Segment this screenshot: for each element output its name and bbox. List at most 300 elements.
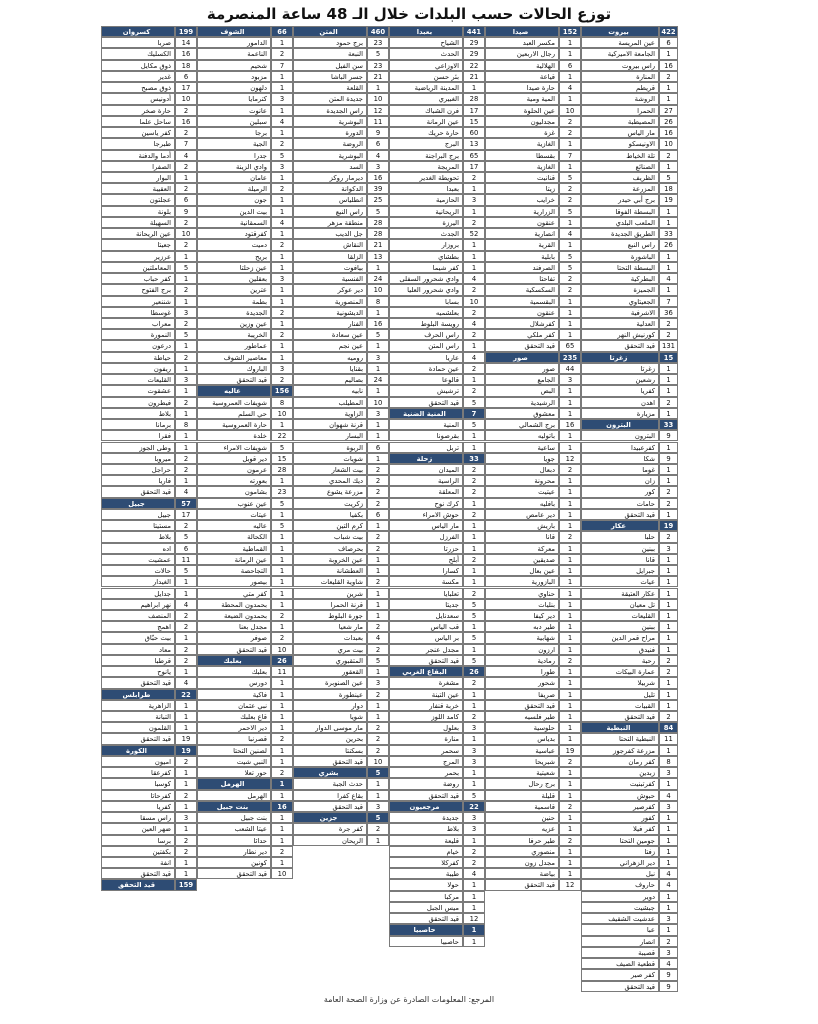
town-name: قليعة <box>389 835 463 846</box>
town-name: سحمر <box>389 745 463 756</box>
case-count: 1 <box>559 722 581 733</box>
town-name: كترمايا <box>197 93 271 104</box>
case-count: 2 <box>175 161 197 172</box>
case-count: 1 <box>175 857 197 868</box>
case-count: 2 <box>271 48 293 59</box>
town-name: زفتا <box>581 846 659 857</box>
town-name: تل معيان <box>581 599 659 610</box>
case-count: 2 <box>367 475 389 486</box>
district-header-count: 33 <box>659 419 678 430</box>
case-count: 5 <box>463 790 485 801</box>
case-count: 1 <box>559 71 581 82</box>
case-count: 5 <box>271 150 293 161</box>
town-name: جبيل <box>101 509 175 520</box>
case-count: 5 <box>463 599 485 610</box>
case-count: 1 <box>271 127 293 138</box>
town-name: المنارة <box>581 71 659 82</box>
town-name: عين الرمانة <box>197 554 271 565</box>
case-count: 1 <box>367 419 389 430</box>
case-count: 2 <box>367 621 389 632</box>
case-count: 2 <box>463 509 485 520</box>
case-count: 1 <box>659 284 678 295</box>
case-count: 2 <box>463 217 485 228</box>
case-count: 1 <box>463 498 485 509</box>
case-count: 29 <box>463 48 485 59</box>
case-count: 2 <box>559 116 581 127</box>
case-count: 1 <box>271 251 293 262</box>
district-header-name: كسروان <box>101 26 175 37</box>
district-header-name: المنية الضنية <box>389 408 463 419</box>
case-count: 1 <box>271 812 293 823</box>
town-name: شهابية <box>485 632 559 643</box>
town-name: مجدل بعنا <box>197 621 271 632</box>
town-name: بعبدات <box>293 632 367 643</box>
case-count: 16 <box>175 116 197 127</box>
town-name: زيتا <box>485 183 559 194</box>
town-name: عبا <box>581 924 659 935</box>
district-header-count: 16 <box>271 801 293 812</box>
case-count: 1 <box>559 610 581 621</box>
town-name: قيد التحقق <box>101 486 175 497</box>
town-name: دير الاحمر <box>197 722 271 733</box>
case-count: 1 <box>559 576 581 587</box>
case-count: 1 <box>367 835 389 846</box>
case-count: 5 <box>367 329 389 340</box>
town-name: التبانة <box>101 711 175 722</box>
case-count: 1 <box>559 554 581 565</box>
town-name: عين الخروبة <box>293 554 367 565</box>
case-count: 1 <box>463 644 485 655</box>
town-name: ضهر العين <box>101 823 175 834</box>
town-name: حارة صخر <box>101 105 175 116</box>
case-count: 9 <box>367 127 389 138</box>
case-count: 4 <box>463 318 485 329</box>
district-header-count: 15 <box>659 352 678 363</box>
case-count: 2 <box>559 801 581 812</box>
case-count: 1 <box>463 879 485 890</box>
town-name: عباسية <box>485 745 559 756</box>
case-count: 2 <box>463 172 485 183</box>
town-name: عين الصنوبرة <box>293 677 367 688</box>
town-name: مزرعة يشوع <box>293 486 367 497</box>
case-count: 1 <box>659 576 678 587</box>
case-count: 2 <box>659 666 678 677</box>
district-header-name: الهرمل <box>197 778 271 789</box>
case-count: 5 <box>659 172 678 183</box>
town-name: جديتا <box>389 599 463 610</box>
town-name: جدايل <box>101 588 175 599</box>
town-name: معاد <box>101 644 175 655</box>
case-count: 4 <box>463 273 485 284</box>
case-count: 1 <box>175 442 197 453</box>
town-name: الجديدة <box>197 307 271 318</box>
case-count: 1 <box>271 711 293 722</box>
town-name: عين الرمانة <box>389 116 463 127</box>
town-name: دير عامص <box>485 509 559 520</box>
town-name: شويفات الامراء <box>197 442 271 453</box>
district-header-name: قيد التحقق <box>101 879 175 890</box>
town-name: قيد التحقق <box>389 913 463 924</box>
case-count: 2 <box>463 329 485 340</box>
town-name: مراح قمر الدين <box>581 632 659 643</box>
case-count: 2 <box>367 531 389 542</box>
case-count: 4 <box>271 217 293 228</box>
case-count: 10 <box>659 138 678 149</box>
cases-table <box>101 26 678 991</box>
town-name: الروضة <box>293 138 367 149</box>
town-name: لصنين التحتا <box>197 745 271 756</box>
case-count: 1 <box>559 632 581 643</box>
town-name: نابيه <box>293 385 367 396</box>
town-name: بنت جبيل <box>197 812 271 823</box>
case-count: 2 <box>271 846 293 857</box>
case-count: 19 <box>175 733 197 744</box>
case-count: 1 <box>175 823 197 834</box>
town-name: بعلشميه <box>389 307 463 318</box>
case-count: 2 <box>271 632 293 643</box>
case-count: 2 <box>175 610 197 621</box>
town-name: بيت حبّاق <box>101 632 175 643</box>
case-count: 26 <box>659 239 678 250</box>
town-name: برج الفتوح <box>101 284 175 295</box>
case-count: 39 <box>367 183 389 194</box>
case-count: 3 <box>271 161 293 172</box>
town-name: طبرجا <box>101 138 175 149</box>
case-count: 44 <box>559 363 581 374</box>
case-count: 3 <box>271 93 293 104</box>
case-count: 1 <box>463 251 485 262</box>
case-count: 2 <box>175 239 197 250</box>
town-name: عاريا <box>389 352 463 363</box>
case-count: 1 <box>175 588 197 599</box>
case-count: 6 <box>559 60 581 71</box>
town-name: الشياح <box>389 37 463 48</box>
town-name: باتوليه <box>485 430 559 441</box>
case-count: 28 <box>367 217 389 228</box>
case-count: 1 <box>175 172 197 183</box>
case-count: 21 <box>367 71 389 82</box>
case-count: 1 <box>271 689 293 700</box>
town-name: دوار <box>293 700 367 711</box>
case-count: 9 <box>175 206 197 217</box>
town-name: السمقانية <box>197 217 271 228</box>
case-count: 1 <box>659 374 678 385</box>
case-count: 1 <box>463 778 485 789</box>
district-header-name: بيروت <box>581 26 659 37</box>
town-name: خلدة <box>197 430 271 441</box>
town-name: شكا <box>581 453 659 464</box>
case-count: 2 <box>175 105 197 116</box>
case-count: 1 <box>463 891 485 902</box>
town-name: دير كيفا <box>485 610 559 621</box>
town-name: كفرحاتا <box>101 790 175 801</box>
town-name: عرزير <box>101 251 175 262</box>
town-name: الروشة <box>581 93 659 104</box>
town-name: نهر ابراهيم <box>101 599 175 610</box>
case-count: 1 <box>367 307 389 318</box>
district-header-name: المتن <box>293 26 367 37</box>
town-name: قيد التحقق <box>293 801 367 812</box>
town-name: برسا <box>101 835 175 846</box>
town-name: جومين التحتا <box>581 835 659 846</box>
case-count: 4 <box>175 677 197 688</box>
case-count: 1 <box>271 296 293 307</box>
case-count: 3 <box>175 812 197 823</box>
case-count: 1 <box>559 812 581 823</box>
case-count: 1 <box>175 296 197 307</box>
town-name: ديك المحدي <box>293 475 367 486</box>
district-header-name: بعبدا <box>389 26 463 37</box>
case-count: 1 <box>271 37 293 48</box>
town-name: بطمة <box>197 296 271 307</box>
town-name: البقسمية <box>485 296 559 307</box>
case-count: 14 <box>175 37 197 48</box>
district-header-count: 156 <box>271 385 293 396</box>
town-name: الجية <box>197 138 271 149</box>
town-name: الصفرا <box>101 161 175 172</box>
case-count: 2 <box>271 329 293 340</box>
town-name: جديدة <box>389 812 463 823</box>
case-count: 1 <box>463 621 485 632</box>
case-count: 2 <box>659 318 678 329</box>
town-name: الجعيتاوي <box>581 296 659 307</box>
town-name: الكسليك <box>101 48 175 59</box>
town-name: كور <box>581 486 659 497</box>
case-count: 2 <box>271 307 293 318</box>
case-count: 1 <box>175 801 197 812</box>
case-count: 28 <box>463 93 485 104</box>
town-name: المعاملتين <box>101 262 175 273</box>
case-count: 23 <box>367 37 389 48</box>
case-count: 2 <box>271 183 293 194</box>
case-count: 10 <box>367 756 389 767</box>
case-count: 9 <box>659 969 678 980</box>
case-count: 5 <box>175 329 197 340</box>
town-name: عيتا الشعب <box>197 823 271 834</box>
town-name: ساعية <box>485 442 559 453</box>
district-header-name: حاصبيا <box>389 924 463 935</box>
case-count: 17 <box>175 82 197 93</box>
case-count: 2 <box>463 554 485 565</box>
town-name: الطريق الجديدة <box>581 228 659 239</box>
town-name: كفر رمان <box>581 756 659 767</box>
case-count: 6 <box>175 71 197 82</box>
town-name: صور <box>485 363 559 374</box>
case-count: 6 <box>367 442 389 453</box>
case-count: 1 <box>271 823 293 834</box>
town-name: غدير <box>101 71 175 82</box>
town-name: عمشيت <box>101 554 175 565</box>
town-name: جل الديب <box>293 228 367 239</box>
town-name: بسابا <box>389 296 463 307</box>
case-count: 1 <box>659 677 678 688</box>
case-count: 3 <box>175 374 197 385</box>
town-name: جبشيت <box>581 902 659 913</box>
town-name: قب الياس <box>389 621 463 632</box>
town-name: الجامعة الاميركية <box>581 48 659 59</box>
town-name: كفر ياسين <box>101 127 175 138</box>
case-count: 2 <box>175 397 197 408</box>
case-count: 28 <box>271 464 293 475</box>
town-name: برج البراجنة <box>389 150 463 161</box>
town-name: مزيارة <box>581 408 659 419</box>
town-name: فيطرون <box>101 397 175 408</box>
town-name: الزرارية <box>485 206 559 217</box>
case-count: 3 <box>559 374 581 385</box>
district-header-name: طرابلس <box>101 689 175 700</box>
town-name: قيد التحقق <box>101 677 175 688</box>
case-count: 65 <box>463 150 485 161</box>
case-count: 1 <box>559 217 581 228</box>
case-count: 1 <box>271 857 293 868</box>
town-name: الديشونية <box>293 307 367 318</box>
town-name: كورنيش النهر <box>581 329 659 340</box>
case-count: 17 <box>463 105 485 116</box>
town-name: رجال الاربعين <box>485 48 559 59</box>
town-name: مجدل زون <box>485 857 559 868</box>
case-count: 1 <box>271 835 293 846</box>
town-name: قانا <box>581 554 659 565</box>
town-name: تربل <box>389 442 463 453</box>
case-count: 1 <box>367 430 389 441</box>
case-count: 9 <box>659 981 678 992</box>
town-name: جويا <box>485 453 559 464</box>
case-count: 3 <box>659 543 678 554</box>
district-header-count: 22 <box>175 689 197 700</box>
district-header-name: جبيل <box>101 498 175 509</box>
town-name: عيتات <box>197 509 271 520</box>
town-name: كسارا <box>389 565 463 576</box>
town-name: شرين <box>293 588 367 599</box>
town-name: الصرفند <box>485 262 559 273</box>
case-count: 1 <box>559 37 581 48</box>
case-count: 3 <box>463 756 485 767</box>
town-name: حزرتا <box>389 543 463 554</box>
case-count: 2 <box>367 733 389 744</box>
town-name: خرايب <box>485 194 559 205</box>
town-name: حداثا <box>197 835 271 846</box>
town-name: الصنائع <box>581 161 659 172</box>
town-name: ارزون <box>485 644 559 655</box>
town-name: حاروف <box>581 879 659 890</box>
town-name: عين سعادة <box>293 329 367 340</box>
town-name: قيد التحقق <box>485 879 559 890</box>
case-count: 1 <box>659 689 678 700</box>
case-count: 4 <box>659 790 678 801</box>
town-name: رمادية <box>485 655 559 666</box>
case-count: 1 <box>659 902 678 913</box>
town-name: شويا <box>293 711 367 722</box>
case-count: 1 <box>463 733 485 744</box>
case-count: 2 <box>271 138 293 149</box>
case-count: 1 <box>559 868 581 879</box>
town-name: منارة <box>389 733 463 744</box>
town-name: عين زحلتا <box>197 262 271 273</box>
case-count: 1 <box>463 531 485 542</box>
case-count: 1 <box>271 790 293 801</box>
town-name: برج رحال <box>485 778 559 789</box>
town-name: عانوت <box>197 105 271 116</box>
town-name: بنليات <box>485 599 559 610</box>
town-name: كفرشلال <box>485 318 559 329</box>
case-count: 1 <box>659 385 678 396</box>
town-name: حلبا <box>581 531 659 542</box>
case-count: 4 <box>271 116 293 127</box>
case-count: 4 <box>175 486 197 497</box>
case-count: 5 <box>367 655 389 666</box>
town-name: مزبود <box>197 71 271 82</box>
town-name: الهرمل <box>197 790 271 801</box>
town-name: صربا <box>101 37 175 48</box>
case-count: 7 <box>559 150 581 161</box>
case-count: 2 <box>175 127 197 138</box>
case-count: 4 <box>463 352 485 363</box>
case-count: 1 <box>559 318 581 329</box>
case-count: 5 <box>175 565 197 576</box>
town-name: البسطة التحتا <box>581 262 659 273</box>
town-name: صديقين <box>485 554 559 565</box>
case-count: 2 <box>659 531 678 542</box>
town-name: المرج <box>389 756 463 767</box>
case-count: 11 <box>271 666 293 677</box>
case-count: 1 <box>559 644 581 655</box>
district-header-count: 66 <box>271 26 293 37</box>
town-name: حلوسية <box>485 722 559 733</box>
town-name: اهدن <box>581 397 659 408</box>
town-name: الميدان <box>389 464 463 475</box>
town-name: سبلين <box>197 116 271 127</box>
case-count: 1 <box>659 206 678 217</box>
town-name: البص <box>485 385 559 396</box>
town-name: بلاط <box>101 531 175 542</box>
case-count: 5 <box>367 48 389 59</box>
town-name: الحدث <box>389 48 463 59</box>
town-name: كفر فيلا <box>581 823 659 834</box>
case-count: 1 <box>559 767 581 778</box>
case-count: 4 <box>659 958 678 969</box>
town-name: قالوعا <box>389 374 463 385</box>
case-count: 1 <box>659 857 678 868</box>
town-name: قيد التحقق <box>389 655 463 666</box>
case-count: 1 <box>175 340 197 351</box>
town-name: بكفيا <box>293 509 367 520</box>
case-count: 1 <box>559 161 581 172</box>
town-name: كفر شيما <box>389 262 463 273</box>
case-count: 4 <box>175 150 197 161</box>
town-name: أبلح <box>389 554 463 565</box>
town-name: شحيم <box>197 60 271 71</box>
case-count: 2 <box>367 823 389 834</box>
case-count: 16 <box>659 127 678 138</box>
town-name: حي السلم <box>197 408 271 419</box>
case-count: 2 <box>367 722 389 733</box>
town-name: برج الشمالي <box>485 419 559 430</box>
case-count: 2 <box>367 745 389 756</box>
town-name: عين الحلوة <box>485 105 559 116</box>
case-count: 1 <box>659 700 678 711</box>
town-name: تلة الخياط <box>581 150 659 161</box>
town-name: فاريا <box>101 475 175 486</box>
town-name: حراجل <box>101 464 175 475</box>
town-name: بيافوت <box>293 262 367 273</box>
town-name: قيد التحقق <box>389 790 463 801</box>
town-name: بلونة <box>101 206 175 217</box>
case-count: 1 <box>271 621 293 632</box>
town-name: مستيتا <box>101 520 175 531</box>
town-name: طورا <box>485 666 559 677</box>
case-count: 1 <box>367 610 389 621</box>
case-count: 2 <box>559 531 581 542</box>
